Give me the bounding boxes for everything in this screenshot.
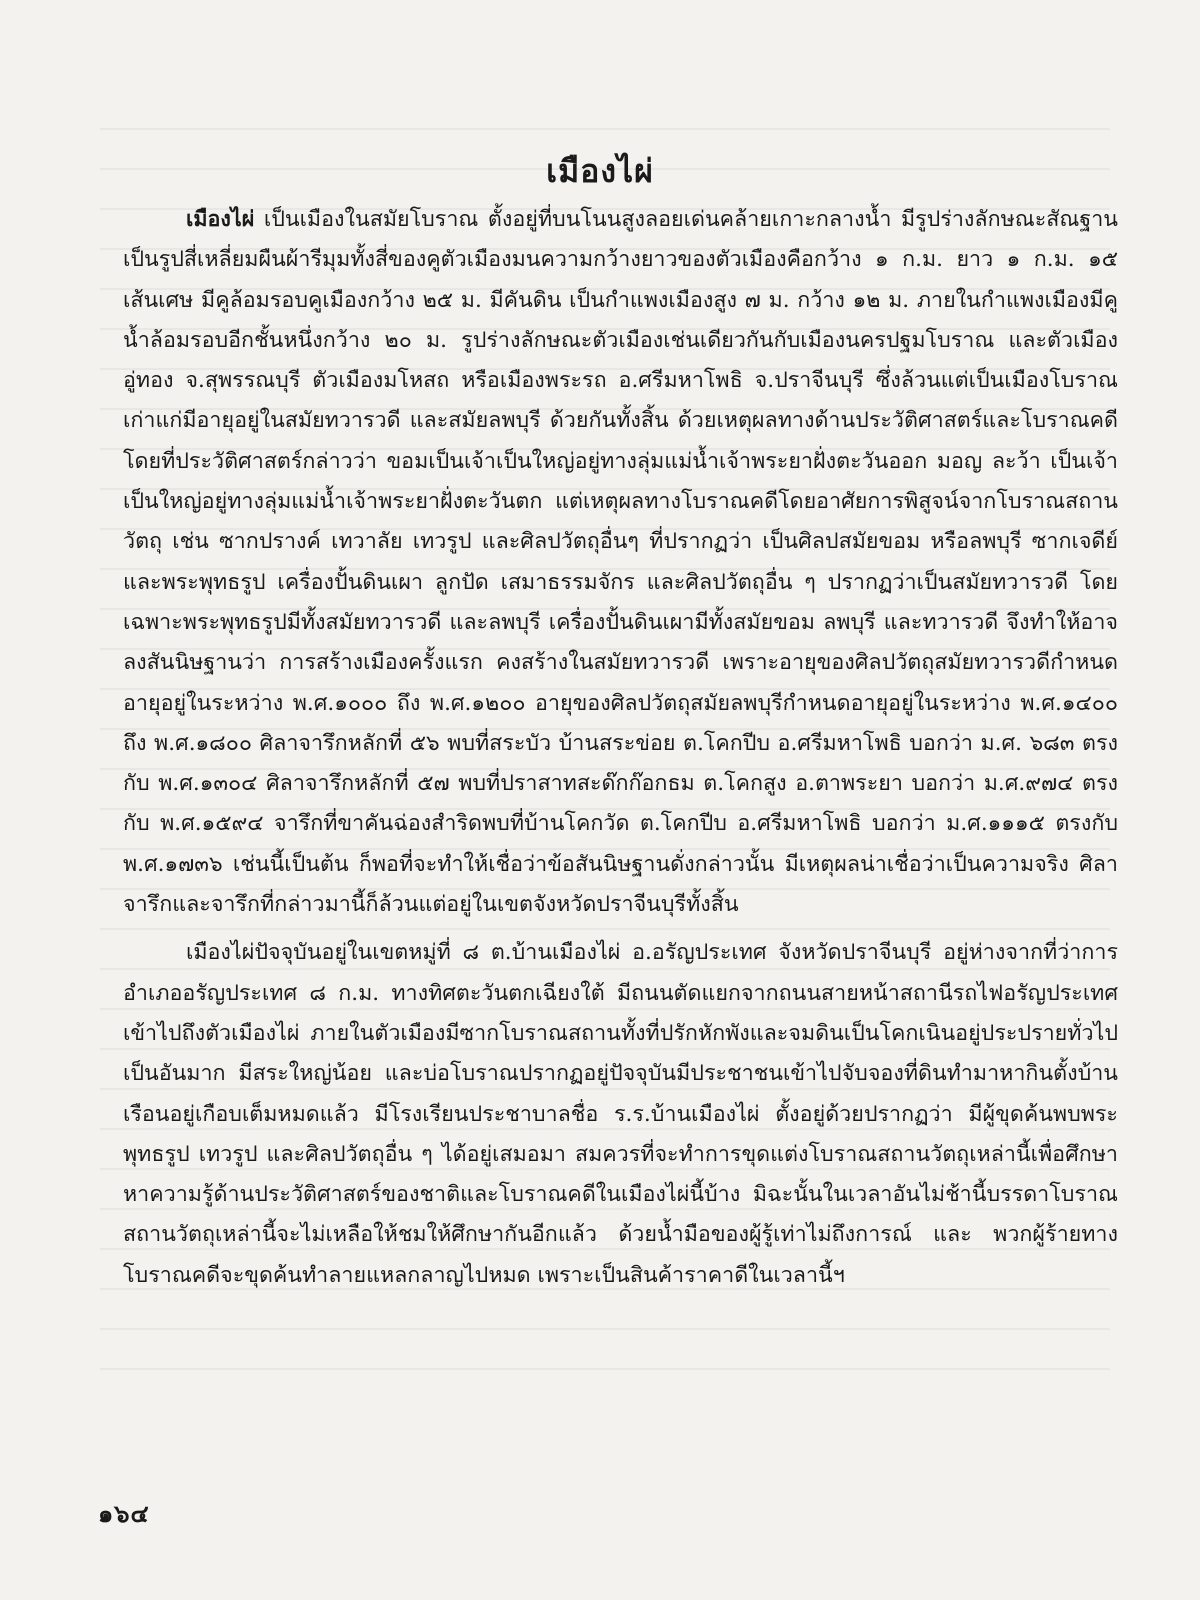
paragraph-lead-term: เมืองไผ่ bbox=[186, 207, 255, 232]
page-number: ๑๖๔ bbox=[98, 1499, 150, 1528]
page-title: เมืองไผ่ bbox=[546, 152, 654, 190]
paragraph-1 bbox=[123, 200, 1118, 925]
body-text bbox=[123, 200, 1118, 1296]
paragraph-2 bbox=[123, 933, 1118, 1296]
paragraph-2-text: เมืองไผ่ปัจจุบันอยู่ในเขตหมู่ที่ ๘ ต.บ้านเมืองไผ่ อ.อรัญประเทศ จังหวัดปราจีนบุรี อยู่ห่างจากที่ว่าการอำเภออรัญประเทศ ๘ ก.ม. ทางทิศตะวันตกเฉียงใต้ มีถนนตัดแยกจากถนนสายหน้าสถานีรถไฟอรัญประเทศเข้าไปถึงตัวเมืองไผ่ ภายในตัวเมืองมีซากโบราณสถานทั้งที่ปรักหักพังและจมดินเป็นโคกเนินอยู่ประปรายทั่วไปเป็นอันมาก มีสระใหญ่น้อย และบ่อโบราณปรากฏอยู่ปัจจุบันมีประชาชนเข้าไปจับจองที่ดินทำมาหากินตั้งบ้านเรือนอยู่เกือบเต็มหมดแล้ว มีโรงเรียนประชาบาลชื่อ ร.ร.บ้านเมืองไผ่ ตั้งอยู่ด้วยปรากฏว่า มีผู้ขุดค้นพบพระพุทธรูป เทวรูป และศิลปวัตถุอื่น ๆ ได้อยู่เสมอมา สมควรที่จะทำการขุดแต่งโบราณสถานวัตถุเหล่านี้เพื่อศึกษาหาความรู้ด้านประวัติศาสตร์ของชาติและโบราณคดีในเมืองไผ่นี้บ้าง มิฉะนั้นในเวลาอันไม่ช้านี้บรรดาโบราณสถานวัตถุเหล่านี้จะไม่เหลือให้ชมให้ศึกษากันอีกแล้ว ด้วยน้ำมือของผู้รู้เท่าไม่ถึงการณ์ และ พวกผู้ร้ายทางโบราณคดีจะขุดค้นทำลายแหลกลาญไปหมด เพราะเป็นสินค้าราคาดีในเวลานี้ฯ bbox=[123, 940, 1118, 1288]
paragraph-1-text: เป็นเมืองในสมัยโบราณ ตั้งอยู่ที่บนโนนสูงลอยเด่นคล้ายเกาะกลางน้ำ มีรูปร่างลักษณะสัณฐานเป็นรูปสี่เหลี่ยมผืนผ้ารีมุมทั้งสี่ของคูตัวเมืองมนความกว้างยาวของตัวเมืองคือกว้าง ๑ ก.ม. ยาว ๑ ก.ม. ๑๕ เส้นเศษ มีคูล้อมรอบคูเมืองกว้าง ๒๕ ม. มีคันดิน เป็นกำแพงเมืองสูง ๗ ม. กว้าง ๑๒ ม. ภายในกำแพงเมืองมีคูน้ำล้อมรอบอีกชั้นหนึ่งกว้าง ๒๐ ม. รูปร่างลักษณะตัวเมืองเช่นเดียวกันกับเมืองนครปฐมโบราณ และตัวเมืองอู่ทอง จ.สุพรรณบุรี ตัวเมืองมโหสถ หรือเมืองพระรถ อ.ศรีมหาโพธิ จ.ปราจีนบุรี ซึ่งล้วนแต่เป็นเมืองโบราณเก่าแก่มีอายุอยู่ในสมัยทวารวดี และสมัยลพบุรี ด้วยกันทั้งสิ้น ด้วยเหตุผลทางด้านประวัติศาสตร์และโบราณคดี โดยที่ประวัติศาสตร์กล่าวว่า ขอมเป็นเจ้าเป็นใหญ่อยู่ทางลุ่มแม่น้ำเจ้าพระยาฝั่งตะวันออก มอญ ละว้า เป็นเจ้าเป็นใหญ่อยู่ทางลุ่มแม่น้ำเจ้าพระยาฝั่งตะวันตก แต่เหตุผลทางโบราณคดีโดยอาศัยการพิสูจน์จากโบราณสถานวัตถุ เช่น ซากปรางค์ เทวาลัย เทวรูป และศิลปวัตถุอื่นๆ ที่ปรากฏว่า เป็นศิลปสมัยขอม หรือลพบุรี ซากเจดีย์ และพระพุทธรูป เครื่องปั้นดินเผา ลูกปัด เสมาธรรมจักร และศิลปวัตถุอื่น ๆ ปรากฏว่าเป็นสมัยทวารวดี โดยเฉพาะพระพุทธรูปมีทั้งสมัยทวารวดี และลพบุรี เครื่องปั้นดินเผามีทั้งสมัยขอม ลพบุรี และทวารวดี จึงทำให้อาจลงสันนิษฐานว่า การสร้างเมืองครั้งแรก คงสร้างในสมัยทวารวดี เพราะอายุของศิลปวัตถุสมัยทวารวดีกำหนดอายุอยู่ในระหว่าง พ.ศ.๑๐๐๐ ถึง พ.ศ.๑๒๐๐ อายุของศิลปวัตถุสมัยลพบุรีกำหนดอายุอยู่ในระหว่าง พ.ศ.๑๔๐๐ ถึง พ.ศ.๑๘๐๐ ศิลาจารึกหลักที่ ๕๖ พบที่สระบัว บ้านสระข่อย ต.โคกปีบ อ.ศรีมหาโพธิ บอกว่า ม.ศ. ๖๘๓ ตรงกับ พ.ศ.๑๓๐๔ ศิลาจารึกหลักที่ ๕๗ พบที่ปราสาทสะด๊กก๊อกธม ต.โคกสูง อ.ตาพระยา บอกว่า ม.ศ.๙๗๔ ตรงกับ พ.ศ.๑๕๙๔ จารึกที่ขาคันฉ่องสำริดพบที่บ้านโคกวัด ต.โคกปีบ อ.ศรีมหาโพธิ บอกว่า ม.ศ.๑๑๑๕ ตรงกับ พ.ศ.๑๗๓๖ เช่นนี้เป็นต้น ก็พอที่จะทำให้เชื่อว่าข้อสันนิษฐานดั่งกล่าวนั้น มีเหตุผลน่าเชื่อว่าเป็นความจริง ศิลาจารึกและจารึกที่กล่าวมานี้ก็ล้วนแต่อยู่ในเขตจังหวัดปราจีนบุรีทั้งสิ้น bbox=[123, 207, 1118, 918]
